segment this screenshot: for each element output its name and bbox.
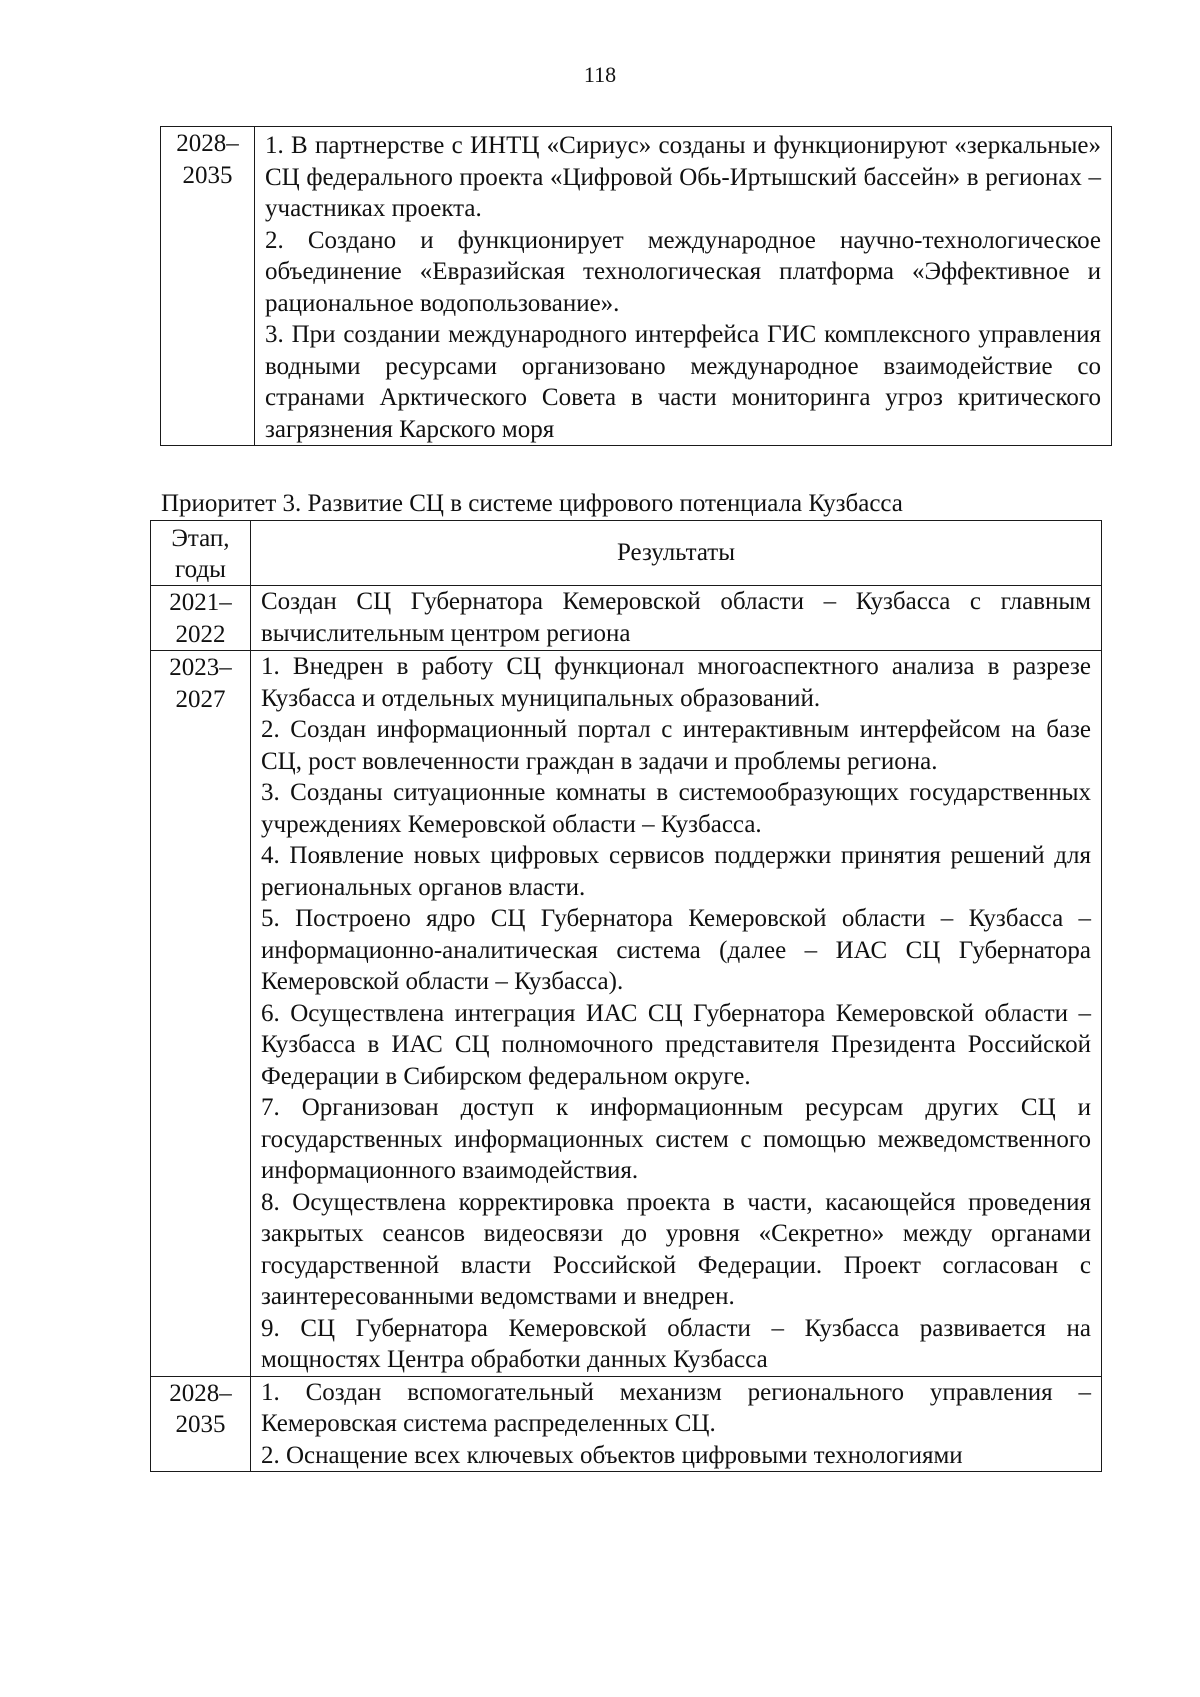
stage-cell xyxy=(151,1376,251,1472)
stage-start: 2028– xyxy=(176,130,239,157)
table-row xyxy=(151,586,1102,651)
header-results-cell: Результаты xyxy=(251,521,1102,586)
result-item: 2. Создано и функционирует международное научно-технологическое объединение «Евразийская технологическая платформа «Эффективное и рациональное водопользование». xyxy=(265,226,1101,317)
result-item: 1. Создан вспомогательный механизм регионального управления – Кемеровская система распределенных СЦ. xyxy=(261,1378,1091,1437)
result-item: 3. Созданы ситуационные комнаты в системообразующих государственных учреждениях Кемеровской области – Кузбасса. xyxy=(261,779,1091,838)
stage-end: 2022 xyxy=(175,620,226,648)
result-item: 1. В партнерстве с ИНТЦ «Сириус» созданы и функционируют «зеркальные» СЦ федерального проекта «Цифровой Обь-Иртышский бассейн» в регионах – участниках проекта. xyxy=(265,132,1101,222)
stage-start: 2021– xyxy=(169,589,232,616)
header-stage-line1: Этап, xyxy=(171,525,230,552)
result-item: 6. Осуществлена интеграция ИАС СЦ Губернатора Кемеровской области – Кузбасса в ИАС СЦ полномочного представителя Президента Российской Федерации в Сибирском федеральном округе. xyxy=(261,999,1091,1090)
result-item: 5. Построено ядро СЦ Губернатора Кемеровской области – Кузбасса – информационно-аналитическая система (далее – ИАС СЦ Губернатора Кемеровской области – Кузбасса). xyxy=(261,905,1091,995)
result-item: 2. Оснащение всех ключевых объектов цифровыми технологиями xyxy=(261,1441,963,1469)
table-row xyxy=(151,1376,1102,1472)
results-cell xyxy=(255,127,1112,446)
stage-end: 2035 xyxy=(175,1411,226,1438)
results-cell xyxy=(251,586,1102,651)
table-row xyxy=(151,651,1102,1377)
stage-cell xyxy=(151,651,251,1377)
page-number: 118 xyxy=(583,62,617,87)
table-row xyxy=(161,127,1112,446)
header-stage-cell xyxy=(151,521,251,586)
header-stage-line2: годы xyxy=(175,556,226,583)
stage-cell xyxy=(161,127,255,446)
stage-end: 2027 xyxy=(175,685,226,713)
result-item: 4. Появление новых цифровых сервисов поддержки принятия решений для региональных органов власти. xyxy=(261,842,1091,901)
stage-start: 2023– xyxy=(169,654,232,681)
table-header-row xyxy=(151,521,1102,586)
result-item: 7. Организован доступ к информационным ресурсам других СЦ и государственных информационных систем с помощью межведомственного информационного взаимодействия. xyxy=(261,1094,1091,1184)
priority-title: Приоритет 3. Развитие СЦ в системе цифрового потенциала Кузбасса xyxy=(161,490,903,517)
stage-end: 2035 xyxy=(182,161,233,189)
stage-cell xyxy=(151,586,251,651)
priority-table xyxy=(150,520,1102,1472)
result-item: 3. При создании международного интерфейса ГИС комплексного управления водными ресурсами организовано международное взаимодействие со странами Арктического Совета в части мониторинга угроз критического загрязнения Карского моря xyxy=(265,321,1101,443)
stage-start: 2028– xyxy=(169,1379,232,1407)
result-item: 1. Внедрен в работу СЦ функционал многоаспектного анализа в разрезе Кузбасса и отдельных муниципальных образований. xyxy=(261,653,1091,712)
result-item: 8. Осуществлена корректировка проекта в части, касающейся проведения закрытых сеансов видеосвязи до уровня «Секретно» между органами государственной власти Российской Федерации. Проект согласован с заинтересованными ведомствами и внедрен. xyxy=(261,1188,1091,1310)
result-item: 2. Создан информационный портал с интерактивным интерфейсом на базе СЦ, рост вовлеченности граждан в задачи и проблемы региона. xyxy=(261,716,1091,775)
results-cell xyxy=(251,1376,1102,1472)
continuation-table xyxy=(160,126,1112,446)
result-item: 9. СЦ Губернатора Кемеровской области – Кузбасса развивается на мощностях Центра обработки данных Кузбасса xyxy=(261,1314,1091,1373)
result-item: Создан СЦ Губернатора Кемеровской области – Кузбасса с главным вычислительным центром региона xyxy=(261,588,1091,647)
results-cell xyxy=(251,651,1102,1377)
